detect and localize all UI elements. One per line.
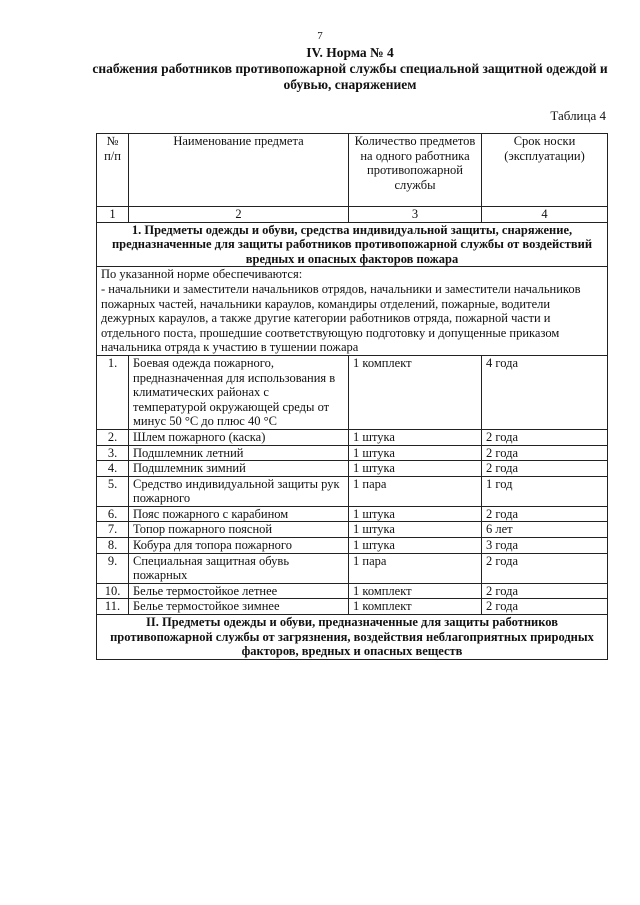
- header-term: Срок носки (эксплуатации): [482, 134, 608, 207]
- column-number: 3: [349, 207, 482, 223]
- item-term: 3 года: [482, 538, 608, 554]
- column-number: 1: [97, 207, 129, 223]
- header-name: Наименование предмета: [129, 134, 349, 207]
- item-quantity: 1 штука: [349, 538, 482, 554]
- item-name: Подшлемник летний: [129, 445, 349, 461]
- norm-table: [96, 133, 608, 660]
- item-name: Кобура для топора пожарного: [129, 538, 349, 554]
- item-name: Боевая одежда пожарного, предназначенная для использования в климатических районах с температурой окружающей среды от минус 50 °С до плюс 40 °С: [129, 355, 349, 429]
- item-number: 2.: [97, 429, 129, 445]
- item-term: 4 года: [482, 355, 608, 429]
- note-text: - начальники и заместители начальников отрядов, начальники и заместители начальников пожарных частей, начальники караулов, командиры отделений, пожарные, водители дежурных караулов, а также другие категории работников отряда, пожарной части и отдельного поста, прошедшие соответствующую подготовку и допущенные приказом начальника отряда к участию в тушении пожара: [101, 281, 581, 355]
- item-number: 7.: [97, 522, 129, 538]
- item-name: Шлем пожарного (каска): [129, 429, 349, 445]
- item-quantity: 1 штука: [349, 461, 482, 477]
- section-1-header: [97, 222, 608, 267]
- table-header-row: [97, 134, 608, 207]
- item-term: 2 года: [482, 553, 608, 583]
- item-term: 2 года: [482, 506, 608, 522]
- section-1-note: [97, 267, 608, 356]
- item-name: Белье термостойкое зимнее: [129, 599, 349, 615]
- item-name: Подшлемник зимний: [129, 461, 349, 477]
- item-name: Средство индивидуальной защиты рук пожарного: [129, 476, 349, 506]
- section-2-title: II. Предметы одежды и обуви, предназначенные для защиты работников противопожарной службы от загрязнения, воздействия неблагоприятных природных факторов, вредных и опасных веществ: [97, 615, 608, 660]
- item-quantity: 1 комплект: [349, 599, 482, 615]
- column-number-row: [97, 207, 608, 223]
- item-number: 5.: [97, 476, 129, 506]
- page-number: 7: [317, 30, 323, 42]
- item-quantity: 1 пара: [349, 553, 482, 583]
- item-name: Топор пожарного поясной: [129, 522, 349, 538]
- item-number: 3.: [97, 445, 129, 461]
- table-row: [97, 476, 608, 506]
- item-quantity: 1 пара: [349, 476, 482, 506]
- table-row: [97, 522, 608, 538]
- table-label: Таблица 4: [550, 108, 606, 123]
- heading-subtitle: снабжения работников противопожарной службы специальной защитной одеждой и обувью, снаряжением: [92, 61, 608, 92]
- section-2-header: [97, 615, 608, 660]
- item-quantity: 1 штука: [349, 445, 482, 461]
- header-quantity: Количество предметов на одного работника противопожарной службы: [349, 134, 482, 207]
- item-term: 2 года: [482, 599, 608, 615]
- item-quantity: 1 штука: [349, 506, 482, 522]
- table-row: [97, 355, 608, 429]
- item-number: 8.: [97, 538, 129, 554]
- item-number: 11.: [97, 599, 129, 615]
- item-number: 4.: [97, 461, 129, 477]
- document-heading: [90, 45, 610, 93]
- item-number: 1.: [97, 355, 129, 429]
- item-quantity: 1 комплект: [349, 355, 482, 429]
- item-quantity: 1 штука: [349, 522, 482, 538]
- note-intro: По указанной норме обеспечиваются:: [101, 267, 303, 282]
- item-quantity: 1 штука: [349, 429, 482, 445]
- column-number: 2: [129, 207, 349, 223]
- item-term: 2 года: [482, 583, 608, 599]
- table-row: [97, 461, 608, 477]
- heading-title: IV. Норма № 4: [306, 45, 394, 60]
- table-row: [97, 429, 608, 445]
- item-name: Белье термостойкое летнее: [129, 583, 349, 599]
- item-term: 1 год: [482, 476, 608, 506]
- item-name: Пояс пожарного с карабином: [129, 506, 349, 522]
- item-name: Специальная защитная обувь пожарных: [129, 553, 349, 583]
- table-row: [97, 538, 608, 554]
- column-number: 4: [482, 207, 608, 223]
- table-row: [97, 445, 608, 461]
- table-row: [97, 553, 608, 583]
- item-number: 10.: [97, 583, 129, 599]
- table-row: [97, 583, 608, 599]
- item-term: 2 года: [482, 429, 608, 445]
- table-row: [97, 599, 608, 615]
- header-number: № п/п: [97, 134, 129, 207]
- item-term: 2 года: [482, 445, 608, 461]
- table-row: [97, 506, 608, 522]
- item-quantity: 1 комплект: [349, 583, 482, 599]
- item-term: 2 года: [482, 461, 608, 477]
- item-number: 6.: [97, 506, 129, 522]
- item-number: 9.: [97, 553, 129, 583]
- section-1-title: 1. Предметы одежды и обуви, средства индивидуальной защиты, снаряжение, предназначенные для защиты работников противопожарной службы от воздействий вредных и опасных факторов пожара: [97, 222, 608, 267]
- item-term: 6 лет: [482, 522, 608, 538]
